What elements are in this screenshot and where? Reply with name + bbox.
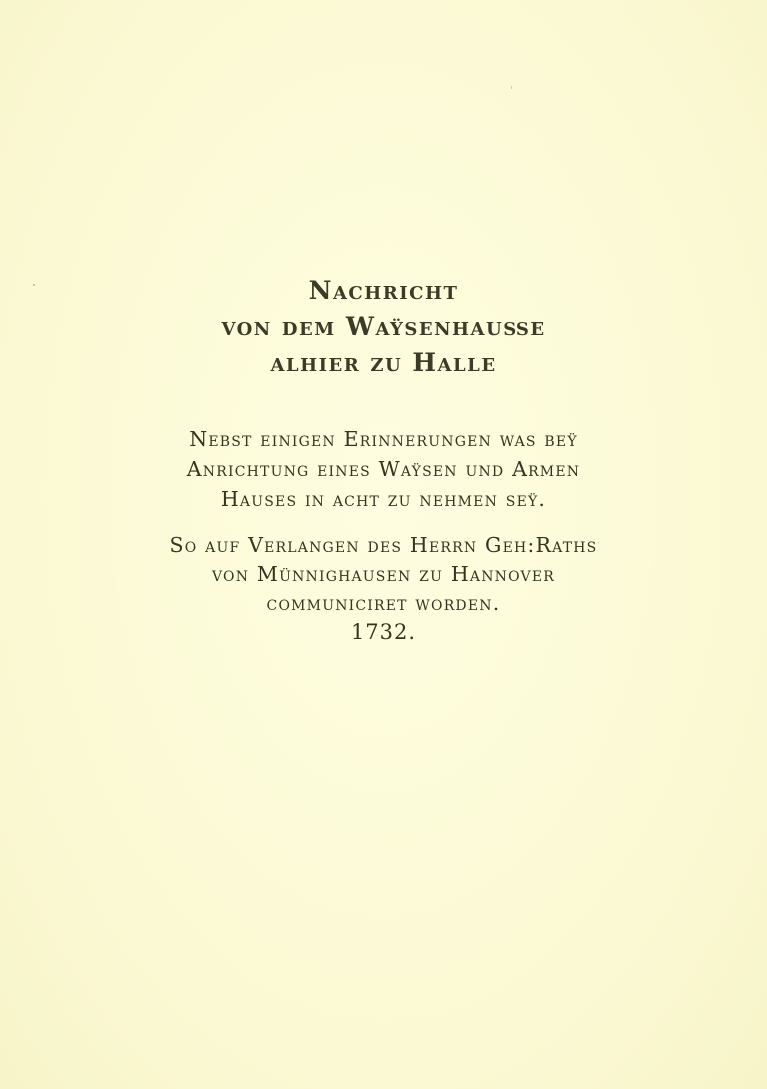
title-line-2: von dem Waÿsenhauße (221, 312, 546, 341)
request-note (0, 531, 767, 647)
request-line-2: von Münnighausen zu Hannover (211, 562, 556, 586)
subtitle-line-3: Hauses in acht zu nehmen seÿ. (220, 487, 547, 511)
publication-year: 1732. (350, 620, 417, 644)
title-line-1: Nachricht (308, 276, 459, 305)
document-subtitle (0, 424, 767, 514)
title-line-3: alhier zu Halle (270, 348, 497, 377)
request-line-3: communiciret worden. (266, 591, 501, 615)
subtitle-line-1: Nebst einigen Erinnerungen was beÿ (189, 427, 578, 451)
subtitle-line-2: Anrichtung eines Waÿsen und Armen (186, 457, 581, 481)
request-line-1: So auf Verlangen des Herrn Geh:Raths (169, 533, 598, 557)
paper-speck (511, 86, 512, 89)
document-title (0, 273, 767, 381)
